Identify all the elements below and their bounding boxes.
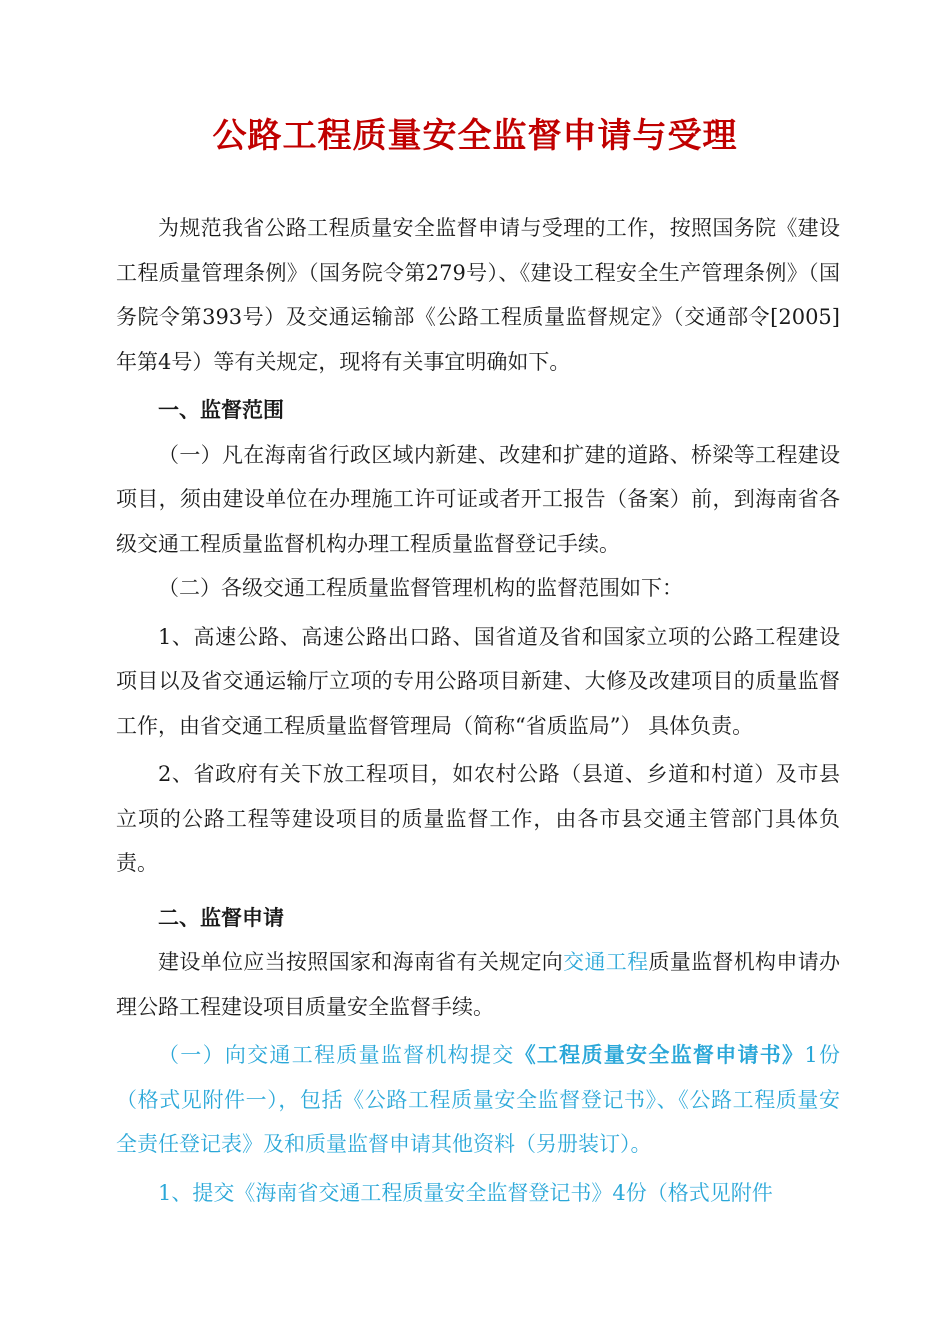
section-heading-scope: 一、监督范围: [158, 397, 284, 422]
scope-paragraph-1: （一）凡在海南省行政区域内新建、改建和扩建的道路、桥梁等工程建设项目，须由建设单位在办理施工许可证或者开工报告（备案）前，到海南省各级交通工程质量监督机构办理工程质量监督登记手续。: [116, 442, 840, 556]
application-p2-before: （一）向交通工程质量监督机构提交: [158, 1043, 515, 1067]
application-paragraph-3: 1、提交《海南省交通工程质量安全监督登记书》4份（格式见附件: [158, 1180, 773, 1205]
scope-paragraph-3: 1、高速公路、高速公路出口路、国省道及省和国家立项的公路工程建设项目以及省交通运输厅立项的专用公路项目新建、大修及改建项目的质量监督工作，由省交通工程质量监督管理局（简称“省质监局”） 具体负责。: [116, 624, 840, 738]
intro-paragraph: 为规范我省公路工程质量安全监督申请与受理的工作，按照国务院《建设工程质量管理条例》（国务院令第279号）、《建设工程安全生产管理条例》（国务院令第393号）及交通运输部《公路工程质量监督规定》（交通部令[2005]年第4号）等有关规定，现将有关事宜明确如下。: [116, 216, 840, 374]
application-p2-after: 1份（格式见附件一），包括《公路工程质量安全监督登记书》、《公路工程质量安全责任登记表》及和质量监督申请其他资料（另册装订）。: [116, 1043, 841, 1156]
application-text-before: 建设单位应当按照国家和海南省有关规定向: [158, 950, 564, 974]
application-text-after: 质量监督机构申请办理公路工程建设项目质量安全监督手续。: [116, 950, 841, 1019]
section-heading-application: 二、监督申请: [158, 904, 284, 930]
document-title: 公路工程质量安全监督申请与受理: [212, 116, 738, 156]
document-body: [116, 206, 840, 1215]
traffic-engineering-link[interactable]: 交通工程: [563, 950, 649, 974]
application-paragraph-1: [116, 940, 840, 1029]
application-form-title: 《工程质量安全监督申请书》: [514, 1042, 805, 1067]
application-paragraph-2: [116, 1033, 840, 1167]
scope-paragraph-4: 2、省政府有关下放工程项目，如农村公路（县道、乡道和村道）及市县立项的公路工程等建设项目的质量监督工作，由各市县交通主管部门具体负责。: [116, 762, 840, 875]
scope-paragraph-2: （二）各级交通工程质量监督管理机构的监督范围如下：: [158, 576, 683, 600]
